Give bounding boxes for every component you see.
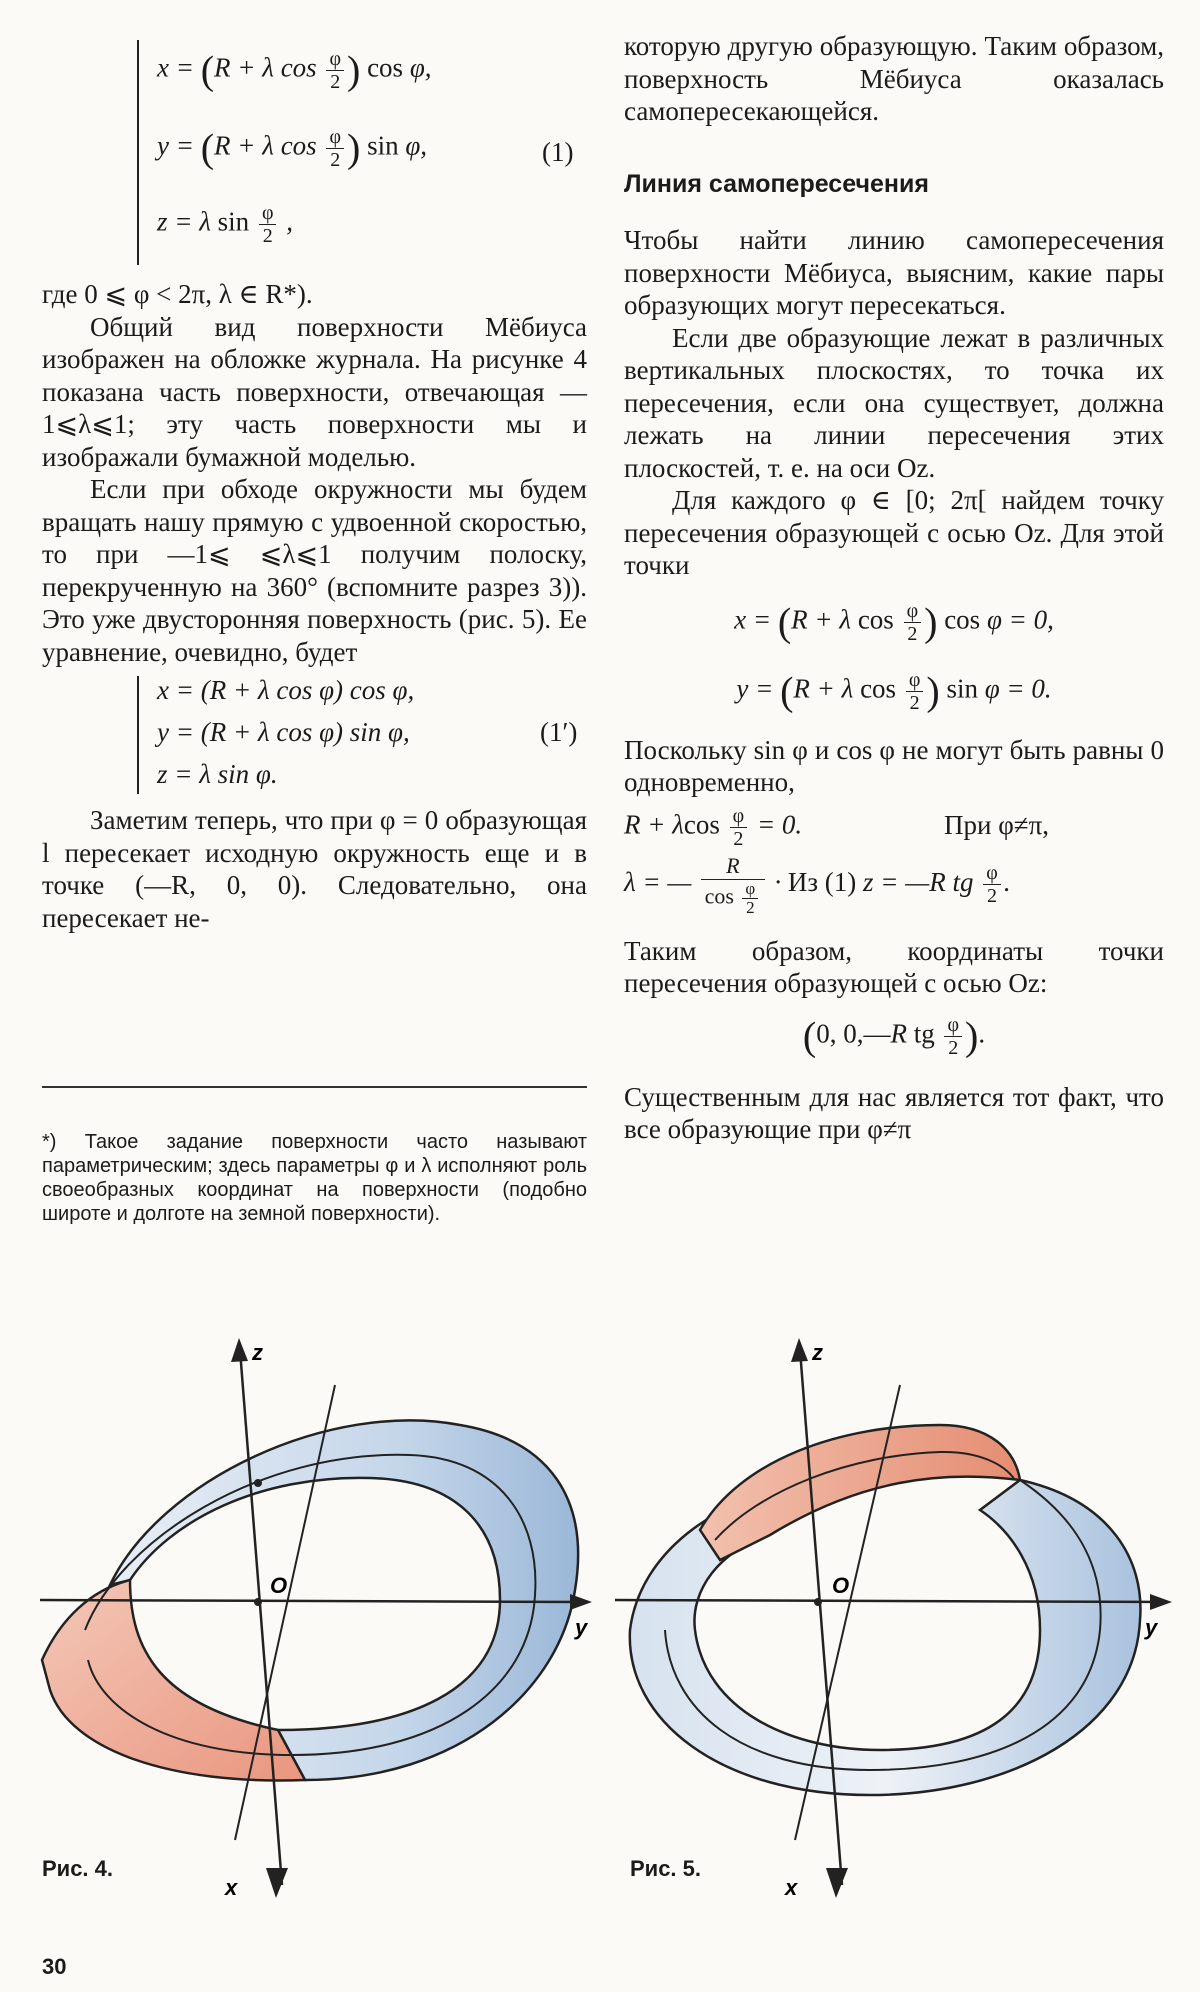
right-paragraph-5: Таким образом, координаты точки пересечения образующей с осью Oz: bbox=[624, 935, 1164, 998]
figure-4-caption: Рис. 4. bbox=[42, 1856, 114, 1881]
right-column bbox=[624, 30, 1164, 1146]
equation-system-2 bbox=[42, 668, 587, 798]
equation-5: λ = — R cos $\frac{\varphi}{2}$ · Из (1) z = —R tg $\frac{\varphi}{2}$ . bbox=[624, 852, 1011, 917]
right-paragraph-6: Существенным для нас является тот факт, что все образующие при φ≠π bbox=[624, 1081, 1164, 1144]
fig5-axis-x-label: x bbox=[785, 1875, 798, 1900]
fig4-axis-y-label: y bbox=[575, 1615, 588, 1640]
fig5-axis-z-label: z bbox=[812, 1340, 823, 1365]
equation-3-x: x = (R + λ cos $\frac{\varphi}{2}$ ) cos φ = 0, bbox=[734, 599, 1054, 645]
where-clause: где 0 ⩽ φ < 2π, λ ∈ R*). bbox=[42, 279, 313, 309]
figure-5-caption: Рис. 5. bbox=[630, 1856, 702, 1881]
equation-2-x: x = (R + λ cos φ) cos φ, bbox=[157, 675, 415, 705]
figure-5 bbox=[610, 1330, 1180, 1910]
right-paragraph-3: Для каждого φ ∈ [0; 2π[ найдем точку пересечения образующей с осью Oz. Для этой точки bbox=[624, 485, 1164, 580]
equation-system-1 bbox=[42, 30, 587, 270]
equation-2-number: (1′) bbox=[540, 717, 578, 747]
fig4-origin-label: O bbox=[270, 1573, 288, 1598]
fig5-origin-label: O bbox=[832, 1573, 850, 1598]
fig5-x-arrow-icon bbox=[826, 1868, 848, 1898]
fig4-x-arrow-icon bbox=[266, 1868, 288, 1898]
system-brace-2 bbox=[137, 676, 139, 794]
footnote-rule bbox=[42, 1086, 587, 1088]
section-heading: Линия самопересечения bbox=[624, 169, 929, 198]
fig5-axis-y-label: y bbox=[1145, 1615, 1158, 1640]
left-column bbox=[42, 30, 587, 934]
paragraph-3: Заметим теперь, что при φ = 0 образующая l пересекает исходную окружность еще и в точке (—R, 0, 0). Следовательно, она пересекает не- bbox=[42, 805, 587, 933]
fig5-red-band bbox=[700, 1425, 1020, 1560]
equation-2-z: z = λ sin φ. bbox=[157, 759, 278, 789]
right-paragraph-1: Чтобы найти линию самопересечения поверхности Мёбиуса, выясним, какие пары образующих могут пересекаться. bbox=[624, 225, 1164, 320]
equation-4-row bbox=[624, 799, 1164, 849]
paragraph-2: Если при обходе окружности мы будем вращать нашу прямую с удвоенной скоростью, то при —1⩽ ⩽λ⩽1 получим полоску, перекрученную на 360° (вспомните разрез 3)). Это уже двусторонняя поверхность (рис. 5). Ее уравнение, очевидно, будет bbox=[42, 474, 587, 667]
fig5-z-axis bbox=[800, 1350, 842, 1885]
equation-2-y: y = (R + λ cos φ) sin φ, bbox=[157, 717, 410, 747]
equation-1-number: (1) bbox=[542, 137, 574, 167]
fig4-axis-z-label: z bbox=[252, 1340, 263, 1365]
fig5-z-arrow-icon bbox=[791, 1338, 808, 1362]
equation-3-y: y = (R + λ cos $\frac{\varphi}{2}$ ) sin φ = 0. bbox=[736, 668, 1052, 714]
fig4-z-axis bbox=[240, 1350, 282, 1885]
equation-5-row bbox=[624, 849, 1164, 923]
intersection-point: (0, 0,—R tg $\frac{\varphi}{2}$ ). bbox=[802, 1013, 986, 1059]
equation-1-z: z = λ sin $\frac{\varphi}{2}$ , bbox=[157, 202, 293, 247]
fig5-y-arrow-icon bbox=[1150, 1594, 1172, 1610]
system-brace bbox=[137, 40, 139, 265]
equation-4: R + λcos $\frac{\varphi}{2}$ = 0. bbox=[624, 804, 803, 850]
right-paragraph-2: Если две образующие лежат в различных вертикальных плоскостях, то точка их пересечения, если она существует, должна лежать на линии пересечения этих плоскостей, т. е. на оси Oz. bbox=[624, 322, 1164, 483]
fig4-axis-x-label: x bbox=[225, 1875, 238, 1900]
right-paragraph-0: которую другую образующую. Таким образом, поверхность Мёбиуса оказалась самопересекающейся. bbox=[624, 31, 1164, 126]
equation-1-x: x = (R + λ cos $\frac{\varphi}{2}$ ) cos φ, bbox=[157, 47, 432, 93]
right-paragraph-4: Поскольку sin φ и cos φ не могут быть равны 0 одновременно, bbox=[624, 734, 1164, 797]
footnote: *) Такое задание поверхности часто называют параметрическим; здесь параметры φ и λ исполняют роль своеобразных координат на поверхности (подобно широте и долготе на земной поверхности). bbox=[42, 1131, 587, 1225]
fig4-y-arrow-icon bbox=[570, 1594, 592, 1610]
paragraph-1: Общий вид поверхности Мёбиуса изображен на обложке журнала. На рисунке 4 показана часть поверхности, отвечающая —1⩽λ⩽1; эту часть поверхности мы и изображали бумажной моделью. bbox=[42, 311, 587, 472]
figure-4 bbox=[30, 1330, 600, 1910]
equation-1-y: y = (R + λ cos $\frac{\varphi}{2}$ ) sin φ, bbox=[157, 125, 428, 171]
equation-4-condition: При φ≠π, bbox=[944, 809, 1049, 840]
fig4-z-arrow-icon bbox=[231, 1338, 248, 1362]
page-number: 30 bbox=[42, 1954, 67, 1979]
